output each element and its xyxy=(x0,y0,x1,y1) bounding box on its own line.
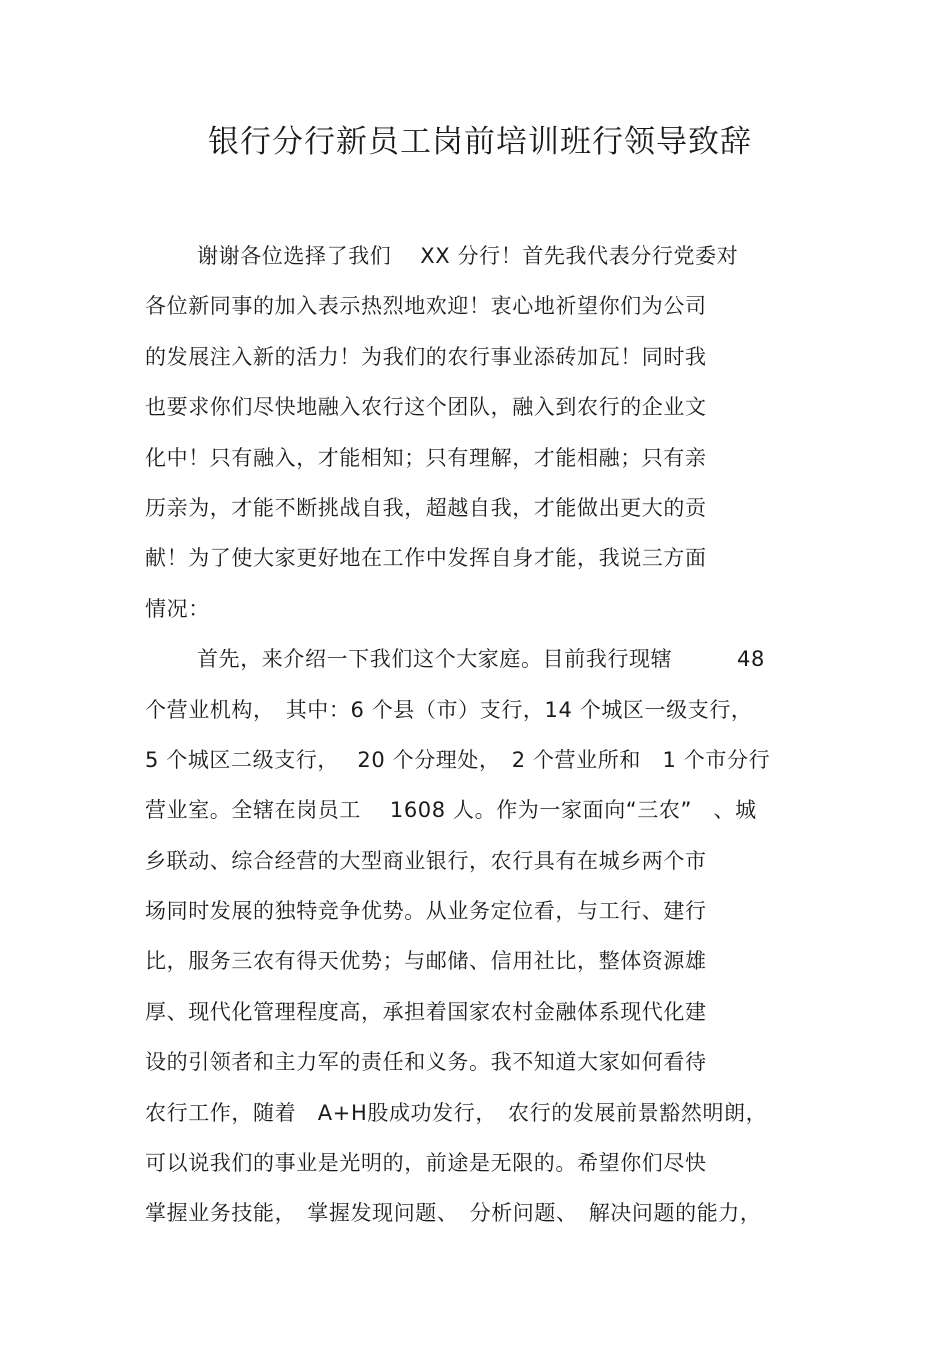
body-line: 掌握业务技能， 掌握发现问题、 分析问题、 解决问题的能力， xyxy=(145,1201,762,1226)
document-title: 银行分行新员工岗前培训班行领导致辞 xyxy=(208,124,752,160)
document-body xyxy=(145,231,825,1239)
body-line: 5 个城区二级支行， 20 个分理处， 2 个营业所和 1 个市分行 xyxy=(145,747,771,772)
body-line: 首先，来介绍一下我们这个大家庭。目前我行现辖 48 xyxy=(197,647,765,672)
body-line: 的发展注入新的活力！为我们的农行事业添砖加瓦！同时我 xyxy=(145,344,707,369)
body-line: 可以说我们的事业是光明的，前途是无限的。希望你们尽快 xyxy=(145,1151,707,1176)
body-line: 场同时发展的独特竞争优势。从业务定位看，与工行、建行 xyxy=(145,899,707,924)
body-line: 也要求你们尽快地融入农行这个团队，融入到农行的企业文 xyxy=(145,395,707,420)
body-line: 谢谢各位选择了我们 XX 分行！首先我代表分行党委对 xyxy=(197,244,739,268)
body-line: 厚、现代化管理程度高，承担着国家农村金融体系现代化建 xyxy=(145,999,707,1024)
body-line: 比，服务三农有得天优势；与邮储、信用社比，整体资源雄 xyxy=(145,949,707,974)
body-line: 农行工作，随着 A+H股成功发行， 农行的发展前景豁然明朗， xyxy=(145,1100,768,1125)
body-line: 设的引领者和主力军的责任和义务。我不知道大家如何看待 xyxy=(145,1050,707,1075)
body-line: 个营业机构， 其中：6 个县（市）支行，14 个城区一级支行， xyxy=(145,697,753,722)
body-line: 历亲为，才能不断挑战自我，超越自我，才能做出更大的贡 xyxy=(145,495,707,520)
body-line: 乡联动、综合经营的大型商业银行，农行具有在城乡两个市 xyxy=(145,848,707,873)
body-line: 献！为了使大家更好地在工作中发挥自身才能，我说三方面 xyxy=(145,546,707,571)
body-line: 各位新同事的加入表示热烈地欢迎！衷心地祈望你们为公司 xyxy=(145,294,707,319)
body-line: 情况： xyxy=(145,596,210,621)
body-line: 营业室。全辖在岗员工 1608 人。作为一家面向“三农” 、城 xyxy=(145,798,757,823)
body-line: 化中！只有融入，才能相知；只有理解，才能相融；只有亲 xyxy=(145,445,707,470)
